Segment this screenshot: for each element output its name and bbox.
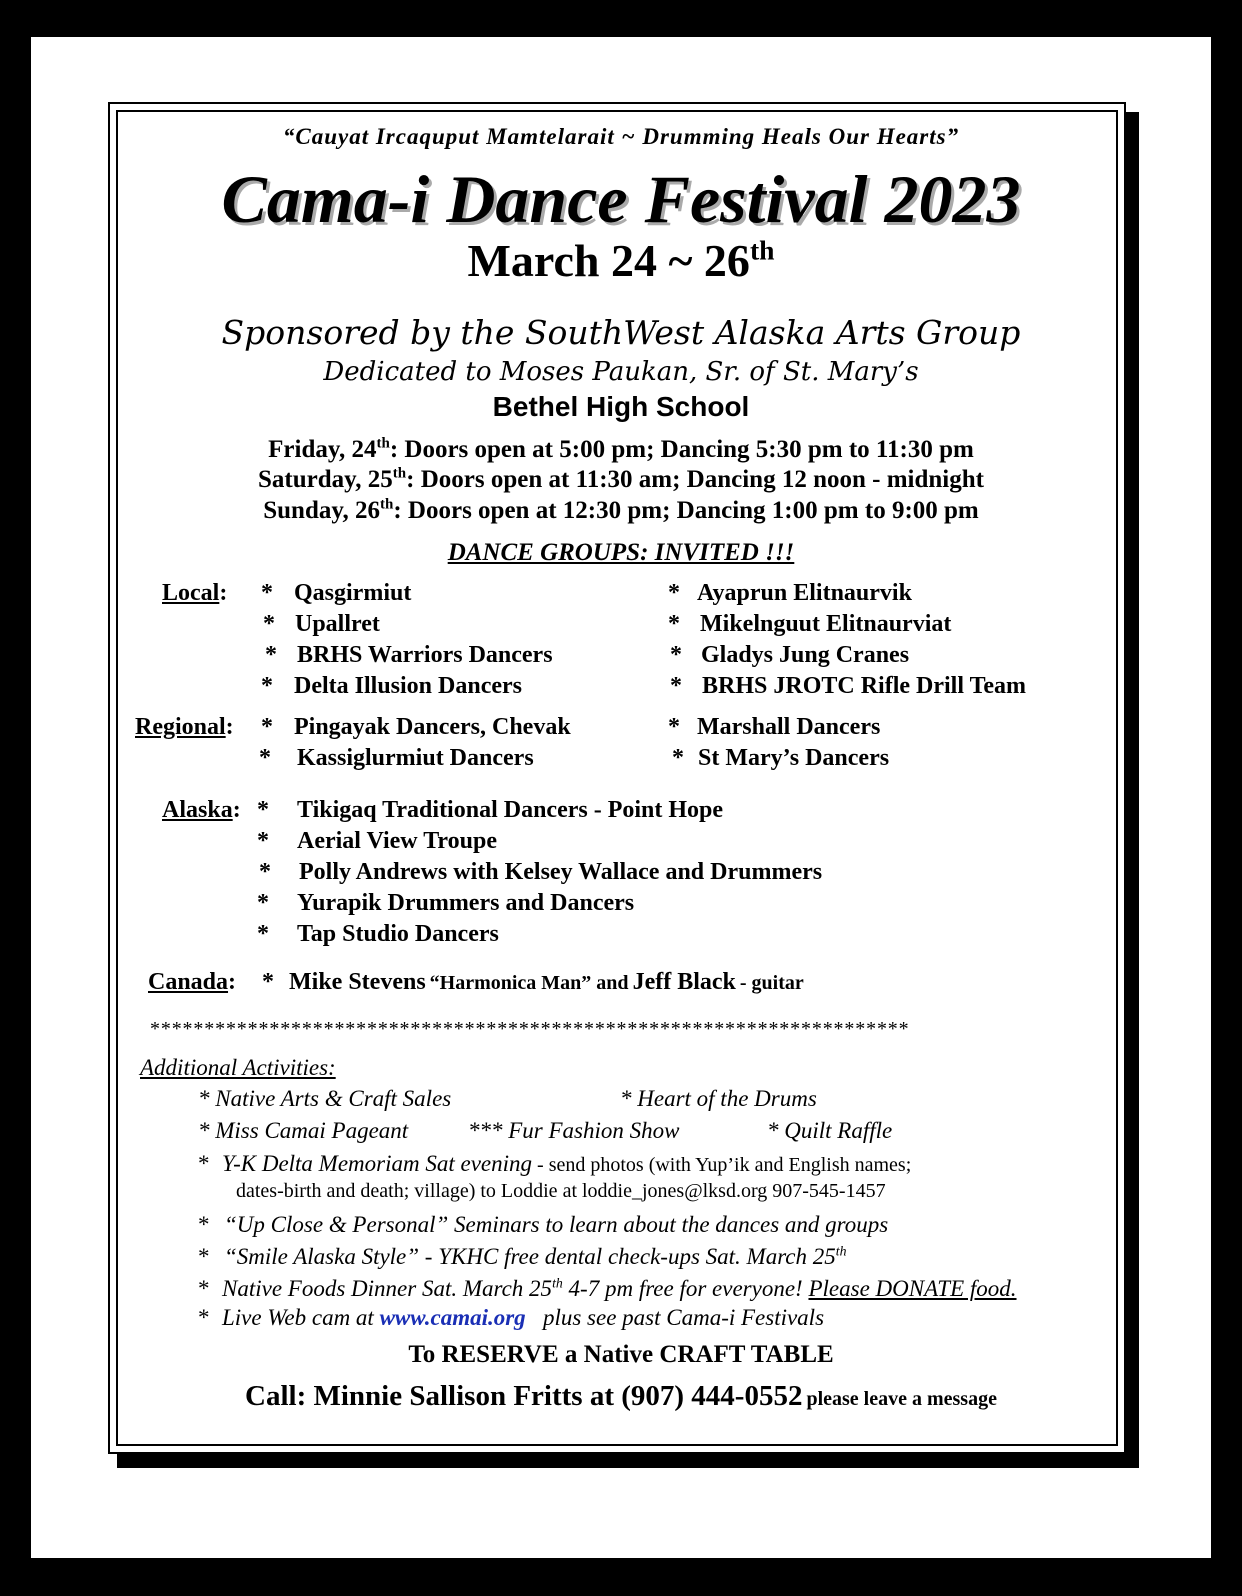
bullet: * [672,745,684,771]
local-group: Qasgirmiut [294,580,412,606]
regional-group: Marshall Dancers [697,714,881,740]
memoriam-line: Y-K Delta Memoriam Sat evening - send photos (with Yup’ik and English names; [222,1151,912,1176]
regional-group: Pingayak Dancers, Chevak [294,714,571,740]
alaska-group: Yurapik Drummers and Dancers [297,890,635,916]
bullet: * [265,642,277,668]
separator-line: ********************************************************************** [150,1018,910,1040]
bullet: * [257,921,269,947]
local-group: Ayaprun Elitnaurvik [697,580,912,606]
motto: “Cauyat Ircaquput Mamtelarait ~ Drumming Heals Our Hearts” [282,124,960,149]
activity-item: * Heart of the Drums [620,1086,817,1111]
activity-item: *** Fur Fashion Show [468,1118,680,1143]
bullet: * [261,714,273,740]
local-group: BRHS JROTC Rifle Drill Team [702,673,1027,699]
activity-item: * Native Arts & Craft Sales [198,1086,452,1111]
bullet: * [257,828,269,854]
bullet: * [668,611,680,637]
bullet: * [261,673,273,699]
bullet: * [670,642,682,668]
regional-label: Regional: [135,714,234,740]
bullet: * [262,969,274,995]
bullet: * [259,859,271,885]
activity-item: * Quilt Raffle [767,1118,893,1143]
activity-item: * Miss Camai Pageant [198,1118,409,1143]
dinner-line: Native Foods Dinner Sat. March 25th 4-7 pm free for everyone! Please DONATE food. [222,1275,1017,1301]
alaska-group: Aerial View Troupe [297,828,497,854]
seminars-line: “Up Close & Personal” Seminars to learn about the dances and groups [224,1212,889,1237]
regional-group: Kassiglurmiut Dancers [297,745,534,771]
festival-dates: March 24 ~ 26th [467,234,775,286]
schedule-saturday: Saturday, 25th: Doors open at 11:30 am; Dancing 12 noon - midnight [258,465,984,493]
reserve-table: To RESERVE a Native CRAFT TABLE [408,1341,834,1368]
bullet: * [668,580,680,606]
canada-label: Canada: [148,969,237,995]
venue: Bethel High School [492,391,750,422]
regional-group: St Mary’s Dancers [698,745,890,771]
sponsor-line: Sponsored by the SouthWest Alaska Arts Group [221,313,1021,352]
bullet: * [257,797,269,823]
local-label: Local: [162,580,228,606]
bullet: * [198,1244,210,1269]
local-group: Delta Illusion Dancers [294,673,522,699]
memoriam-details: dates-birth and death; village) to Loddie at loddie_jones@lksd.org 907-545-1457 [236,1180,886,1202]
activities-heading: Additional Activities: [140,1055,336,1080]
donate-food-link: Please DONATE food. [808,1276,1017,1301]
dental-line: “Smile Alaska Style” - YKHC free dental check-ups Sat. March 25th [224,1243,847,1269]
local-group: Gladys Jung Cranes [701,642,910,668]
schedule-sunday: Sunday, 26th: Doors open at 12:30 pm; Dancing 1:00 pm to 9:00 pm [263,496,979,524]
local-group: Mikelnguut Elitnaurviat [700,611,952,637]
alaska-group: Tap Studio Dancers [297,921,499,947]
bullet: * [198,1276,210,1301]
webcam-line: Live Web cam at www.camai.org plus see past Cama-i Festivals [222,1305,825,1330]
alaska-label: Alaska: [162,797,241,823]
canada-performers: Mike Stevens “Harmonica Man” and Jeff Black - guitar [289,969,804,995]
schedule-friday: Friday, 24th: Doors open at 5:00 pm; Dancing 5:30 pm to 11:30 pm [268,435,974,463]
bullet: * [261,580,273,606]
contact-line: Call: Minnie Sallison Fritts at (907) 444-0552 please leave a message [245,1380,997,1412]
bullet: * [198,1305,210,1330]
bullet: * [259,745,271,771]
bullet: * [263,611,275,637]
alaska-group: Tikigaq Traditional Dancers - Point Hope [297,797,724,823]
local-group: BRHS Warriors Dancers [297,642,553,668]
local-group: Upallret [295,611,380,637]
festival-title: Cama-i Dance Festival 2023 [221,161,1021,237]
camai-website-link[interactable]: www.camai.org [379,1305,526,1330]
dedication-line: Dedicated to Moses Paukan, Sr. of St. Mary’s [323,357,919,387]
bullet: * [668,714,680,740]
bullet: * [198,1212,210,1237]
bullet: * [670,673,682,699]
alaska-group: Polly Andrews with Kelsey Wallace and Drummers [299,859,823,885]
bullet: * [257,890,269,916]
bullet: * [198,1151,210,1176]
dance-groups-heading: DANCE GROUPS: INVITED !!! [447,539,795,566]
